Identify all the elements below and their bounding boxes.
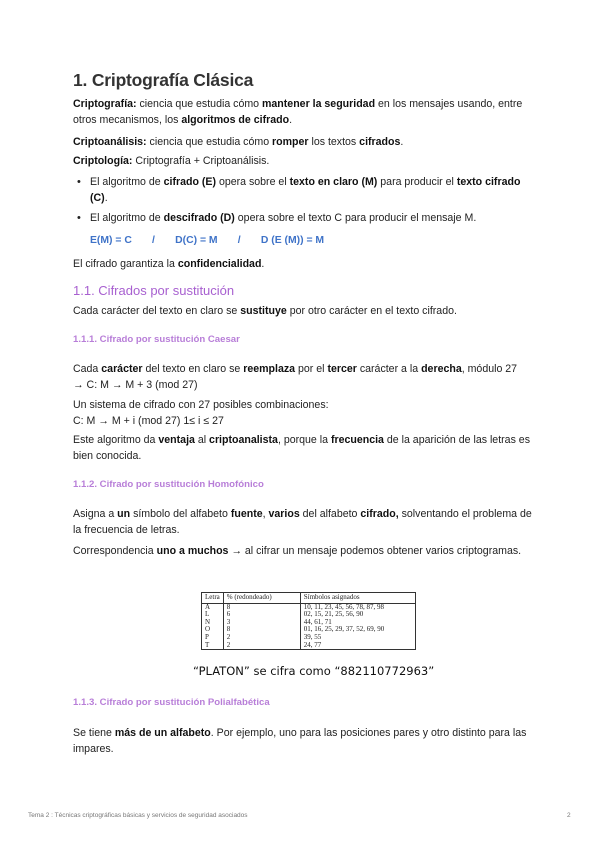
homophonic-table — [201, 592, 416, 650]
table-row: P 2 39, 55 — [202, 634, 416, 642]
column-header: Letra — [202, 593, 224, 604]
def-criptoanalisis: Criptoanálisis: ciencia que estudia cómo romper los textos cifrados. — [73, 136, 404, 148]
sustitucion-text: Cada carácter del texto en claro se sustituye por otro carácter en el texto cifrado. — [73, 305, 457, 317]
heading-caesar: 1.1.1. Cifrado por sustitución Caesar — [73, 334, 240, 345]
table-row: A 8 10, 11, 23, 45, 56, 78, 87, 98 — [202, 603, 416, 611]
homofonico-text: Asigna a un símbolo del alfabeto fuente, varios del alfabeto cifrado, solventando el problema de la frecuencia de letras. — [73, 508, 532, 536]
section-title: 1. Criptografía Clásica — [73, 70, 254, 90]
homofonico-correspondence: Correspondencia uno a muchos → al cifrar un mensaje podemos obtener varios criptogramas. — [73, 545, 522, 557]
table-row: N 3 44, 61, 71 — [202, 619, 416, 627]
caesar-combinations: Un sistema de cifrado con 27 posibles combinaciones: C: M → M + i (mod 27) 1≤ i ≤ 27 — [73, 399, 329, 427]
table-row: L 6 02, 15, 21, 25, 56, 90 — [202, 611, 416, 619]
column-header: Símbolos asignados — [300, 593, 415, 604]
heading-polialfabetica: 1.1.3. Cifrado por sustitución Polialfabética — [73, 697, 270, 708]
list-item: • El algoritmo de descifrado (D) opera sobre el texto C para producir el mensaje M. — [73, 210, 533, 226]
table-row: O 8 01, 16, 25, 29, 37, 52, 69, 90 — [202, 626, 416, 634]
column-header: % (redondeado) — [223, 593, 300, 604]
formula-line: E(M) = C / D(C) = M / D (E (M)) = M — [90, 235, 325, 246]
list-item: • El algoritmo de cifrado (E) opera sobre el texto en claro (M) para producir el texto cifrado (C). — [73, 174, 533, 206]
confidencialidad-text: El cifrado garantiza la confidencialidad. — [73, 258, 265, 270]
polialfabetica-text: Se tiene más de un alfabeto. Por ejemplo, uno para las posiciones pares y otro distinto para las impares. — [73, 727, 527, 755]
page-footer: Tema 2 : Técnicas criptográficas básicas y servicios de seguridad asociados — [28, 812, 248, 819]
page-number: 2 — [567, 812, 571, 819]
algorithm-list — [73, 174, 533, 226]
table-header-row — [202, 593, 416, 604]
table-row: T 2 24, 77 — [202, 642, 416, 650]
heading-sustitucion: 1.1. Cifrados por sustitución — [73, 283, 235, 298]
def-criptologia: Criptología: Criptografía + Criptoanálisis. — [73, 155, 270, 167]
caesar-frequency: Este algoritmo da ventaja al criptoanalista, porque la frecuencia de la aparición de las letras es bien conocida. — [73, 434, 530, 462]
heading-homofonico: 1.1.2. Cifrado por sustitución Homofónico — [73, 479, 264, 490]
def-criptografia: Criptografía: ciencia que estudia cómo mantener la seguridad en los mensajes usando, entre otros mecanismos, los algoritmos de cifrado. — [73, 98, 523, 126]
caesar-rule: Cada carácter del texto en claro se reemplaza por el tercer carácter a la derecha, módulo 27 → C: M → M + 3 (mod 27) — [73, 363, 518, 391]
table-caption: “PLATON” se cifra como “882110772963” — [193, 664, 435, 678]
